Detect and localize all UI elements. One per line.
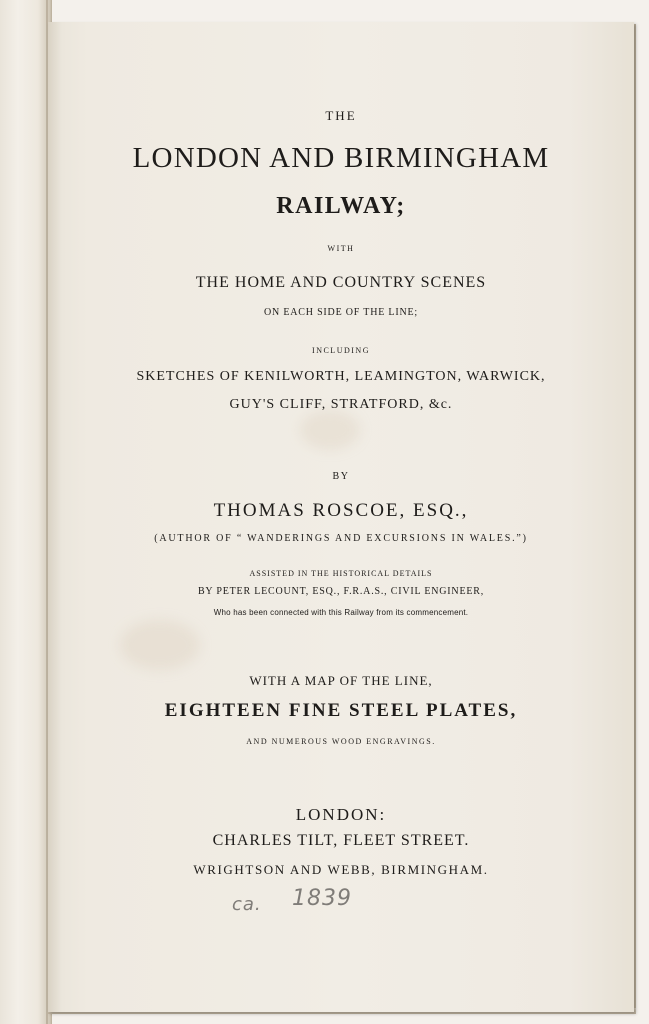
by-label: BY [332,471,350,482]
title-main: LONDON AND BIRMINGHAM [132,142,550,174]
publisher-2: WRIGHTSON AND WEBB, BIRMINGHAM. [193,862,489,877]
subtitle: THE HOME AND COUNTRY SCENES [195,274,487,291]
assistant-name: BY PETER LECOUNT, ESQ., F.R.A.S., CIVIL ENGINEER, [197,586,485,597]
pencil-note-ca: ca. [232,894,262,915]
author-name: THOMAS ROSCOE, ESQ., [213,500,469,521]
title-railway: RAILWAY; [276,193,406,219]
assisted-label: ASSISTED IN THE HISTORICAL DETAILS [249,569,433,578]
sketches-line-1: SKETCHES OF KENILWORTH, LEAMINGTON, WARWICK, [136,369,546,384]
including-label: INCLUDING [312,346,370,355]
author-note: (AUTHOR OF “ WANDERINGS AND EXCURSIONS IN WALES.”) [154,533,528,544]
sketches-line-2: GUY'S CLIFF, STRATFORD, &c. [229,397,453,412]
with-label: WITH [327,244,355,253]
plates-line: EIGHTEEN FINE STEEL PLATES, [164,700,518,721]
imprint-place: LONDON: [295,805,387,824]
paper-stain [120,620,200,670]
pencil-note-year: 1839 [292,886,352,911]
engravings-line: AND NUMEROUS WOOD ENGRAVINGS. [246,737,436,746]
assistant-note: Who has been connected with this Railway from its commencement. [213,608,469,617]
subtitle-2: ON EACH SIDE OF THE LINE; [264,307,418,318]
book-binding [0,0,52,1024]
publisher-1: CHARLES TILT, FLEET STREET. [212,832,470,849]
map-line: WITH A MAP OF THE LINE, [249,673,433,688]
paper-stain [300,410,360,450]
title-article: THE [325,108,357,123]
